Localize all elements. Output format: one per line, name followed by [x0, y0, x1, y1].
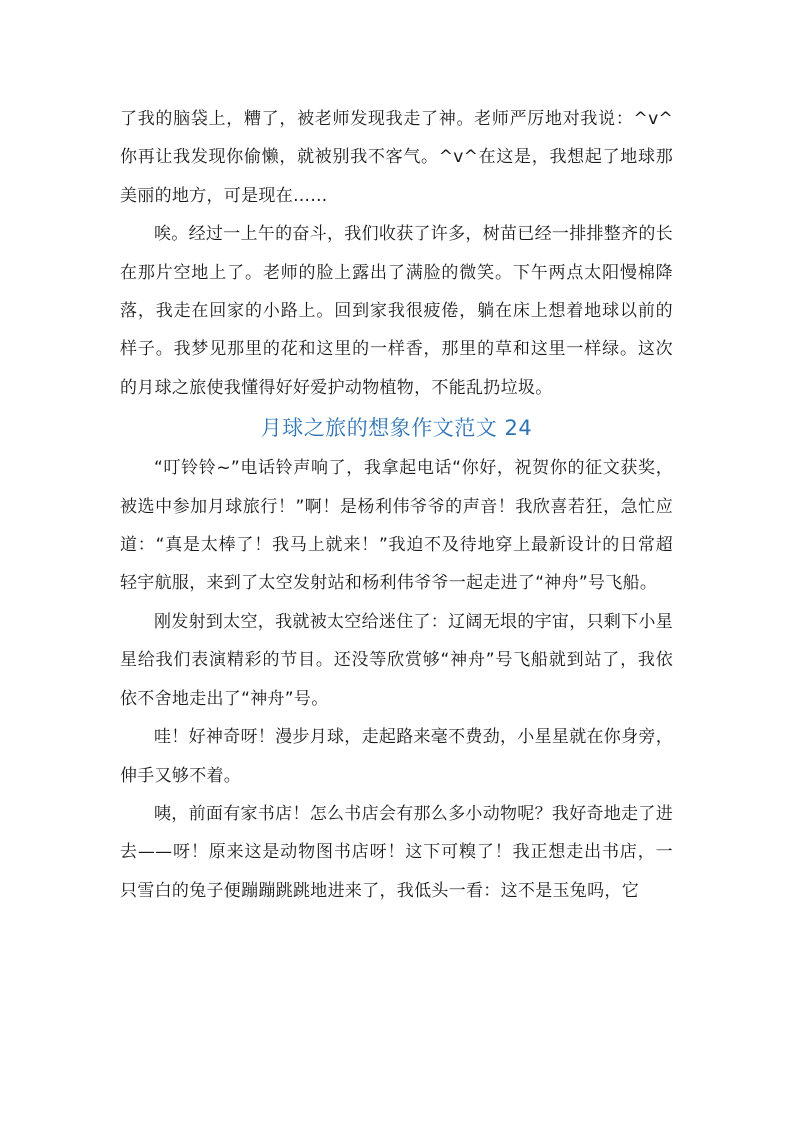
- paragraph-2: 唉。经过一上午的奋斗，我们收获了许多，树苗已经一排排整齐的长在那片空地上了。老师的脸上露出了满脸的微笑。下午两点太阳慢棉降落，我走在回家的小路上。回到家我很疲倦，躺在床上想着地球以前的样子。我梦见那里的花和这里的一样香，那里的草和这里一样绿。这次的月球之旅使我懂得好好爱护动物植物，不能乱扔垃圾。: [120, 224, 673, 398]
- paragraph-1: 了我的脑袋上，糟了，被老师发现我走了神。老师严厉地对我说：^v^你再让我发现你偷懒，就被别我不客气。^v^在这是，我想起了地球那美丽的地方，可是现在……: [120, 109, 673, 206]
- section-heading: 月球之旅的想象作文范文 24: [260, 416, 533, 441]
- paragraph-3: “叮铃铃~”电话铃声响了，我拿起电话“你好，祝贺你的征文获奖，被选中参加月球旅行！”啊！是杨利伟爷爷的声音！我欣喜若狂，急忙应道：“真是太棒了！我马上就来！”我迫不及待地穿上最新设计的日常超轻宇航服，来到了太空发射站和杨利伟爷爷一起走进了“神舟”号飞船。: [120, 458, 673, 594]
- document-page: [120, 100, 673, 910]
- paragraph-5: 哇！好神奇呀！漫步月球，走起路来毫不费劲，小星星就在你身旁，伸手又够不着。: [120, 727, 673, 786]
- paragraph-6: 咦，前面有家书店！怎么书店会有那么多小动物呢？我好奇地走了进去——呀！原来这是动物图书店呀！这下可糗了！我正想走出书店，一只雪白的兔子便蹦蹦跳跳地进来了，我低头一看：这不是玉兔吗，它: [120, 803, 673, 901]
- paragraph-4: 刚发射到太空，我就被太空给迷住了：辽阔无垠的宇宙，只剩下小星星给我们表演精彩的节目。还没等欣赏够“神舟”号飞船就到站了，我依依不舍地走出了“神舟”号。: [120, 611, 673, 709]
